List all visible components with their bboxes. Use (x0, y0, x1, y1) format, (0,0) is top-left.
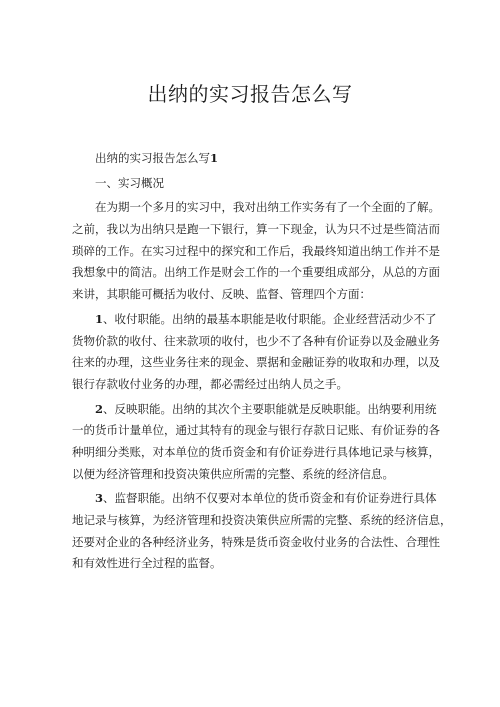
document-body (72, 148, 452, 575)
text-line: 还要对企业的各种经济业务，特殊是货币资金收付业务的合法性、合理性 (72, 534, 440, 549)
paragraph-overview (72, 197, 440, 305)
text-line (72, 399, 437, 421)
subtitle-number: 1 (210, 151, 219, 165)
paragraph-collection-function (72, 309, 440, 396)
paragraph-reflection-function (72, 399, 440, 486)
item-text: 、监督职能。出纳不仅要对本单位的货币资金和有价证券进行具体 (103, 491, 437, 506)
item-number: 2 (95, 401, 104, 416)
item-text: 、反映职能。出纳的其次个主要职能就是反映职能。出纳要利用统 (103, 401, 437, 416)
text-line: 和有效性进行全过程的监督。 (72, 556, 222, 571)
section-heading: 一、实习概况 (95, 175, 164, 190)
text-line (72, 309, 437, 331)
text-line: 我想象中的简洁。出纳工作是财会工作的一个重要组成部分，从总的方面 (72, 265, 440, 280)
item-number: 1 (95, 311, 104, 326)
text-line: 在为期一个多月的实习中，我对出纳工作实务有了一个全面的了解。 (95, 200, 440, 215)
paragraph-supervision-function (72, 488, 452, 575)
text-line (72, 488, 437, 510)
text-line: 地记录与核算，为经济管理和投资决策供应所需的完整、系统的经济信息， (72, 513, 452, 527)
item-number: 3 (95, 491, 104, 506)
text-line: 货物价款的收付、往来款项的收付，也少不了各种有价证券以及金融业务 (72, 333, 440, 348)
text-line: 琐碎的工作。在实习过程中的探究和工作后，我最终知道出纳工作并不是 (72, 243, 440, 258)
subtitle-line (72, 148, 432, 170)
item-text: 、收付职能。出纳的最基本职能是收付职能。企业经营活动少不了 (103, 311, 437, 326)
text-line: 来讲，其职能可概括为收付、反映、监督、管理四个方面： (72, 287, 371, 302)
document-title: 出纳的实习报告怎么写 (147, 82, 353, 106)
subtitle: 出纳的实习报告怎么写 (95, 151, 210, 165)
text-line: 以便为经济管理和投资决策供应所需的完整、系统的经济信息。 (72, 466, 394, 481)
text-line: 之前，我以为出纳只是跑一下银行，算一下现金，认为只不过是些简洁而 (72, 222, 440, 237)
text-line: 银行存款收付业务的办理，都必需经过出纳人员之手。 (72, 376, 348, 391)
text-line: 往来的办理，这些业务往来的现金、票据和金融证券的收取和办理，以及 (72, 355, 440, 370)
text-line: 一的货币计量单位，通过其特有的现金与银行存款日记账、有价证券的各 (72, 423, 440, 438)
text-line: 种明细分类账，对本单位的货币资金和有价证券进行具体地记录与核算， (72, 444, 440, 459)
